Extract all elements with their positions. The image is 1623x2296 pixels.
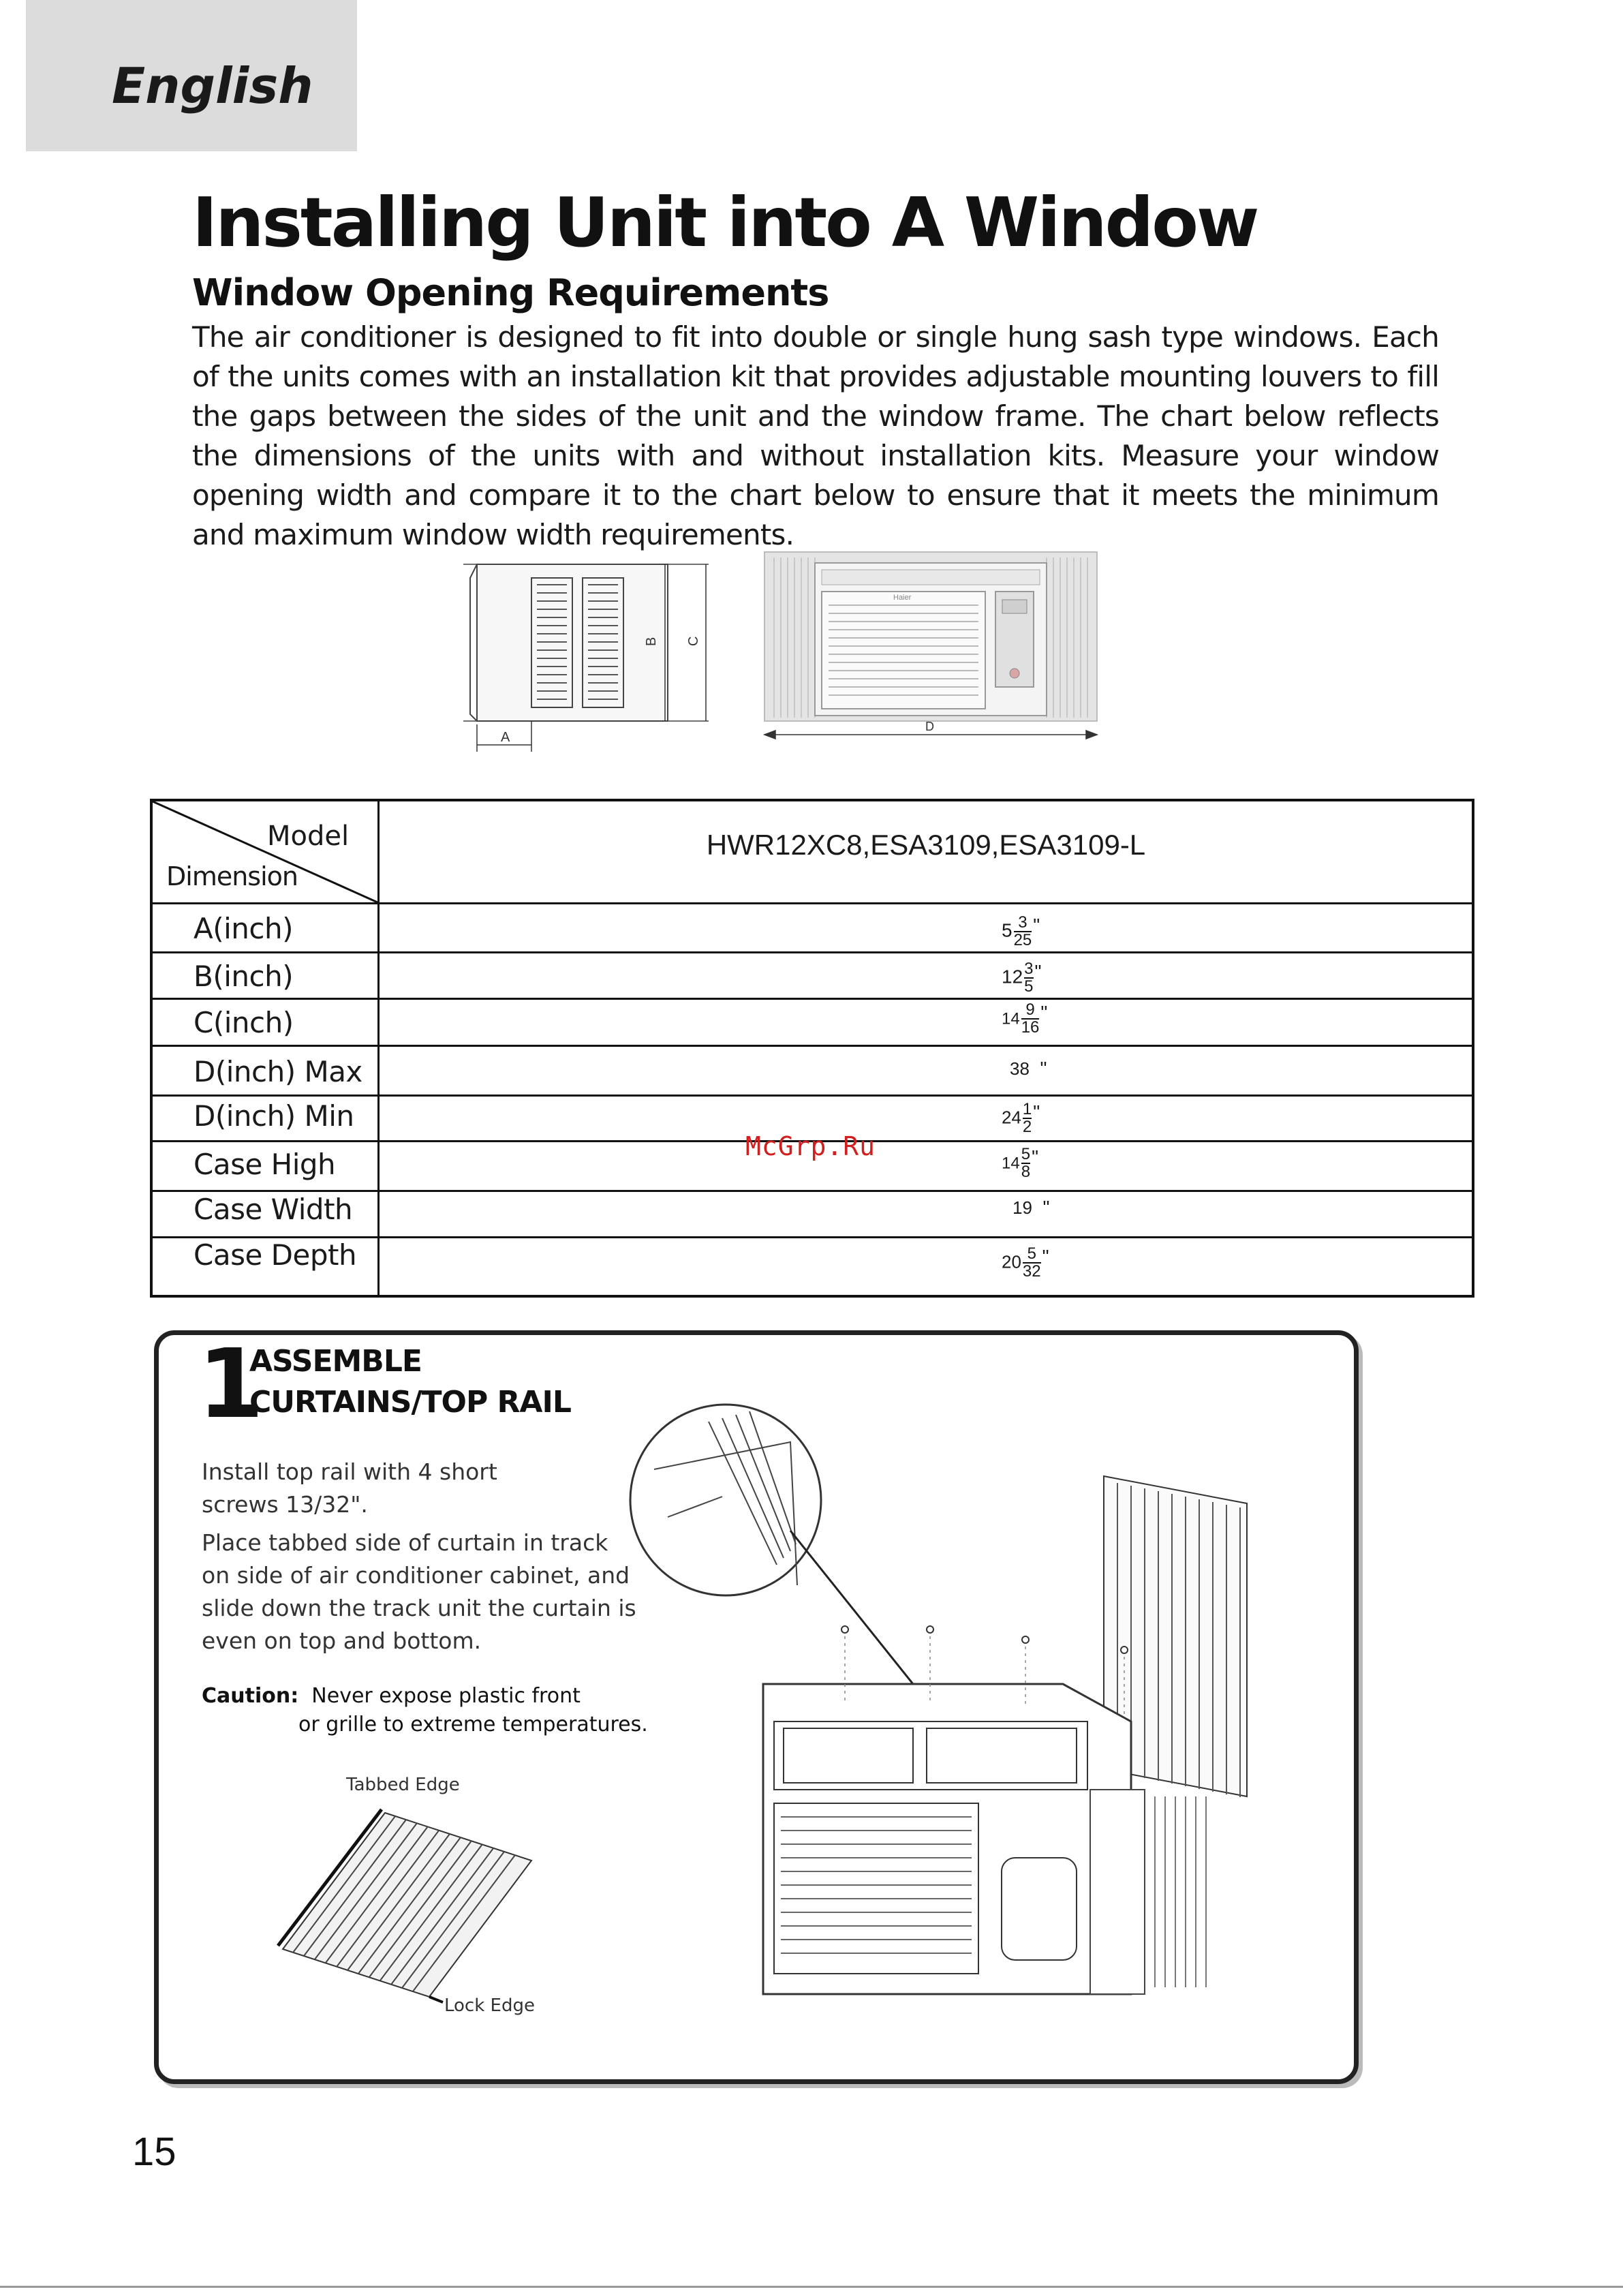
inch-mark: " bbox=[1033, 1101, 1040, 1122]
row-label-c: C(inch) bbox=[194, 1006, 294, 1039]
instruction-curtain bbox=[202, 1527, 636, 1657]
inch-mark: " bbox=[1040, 1058, 1047, 1079]
row-label-b: B(inch) bbox=[194, 960, 294, 993]
model-names: HWR12XC8,ESA3109,ESA3109-L bbox=[706, 829, 1146, 861]
row-value-d-min bbox=[1002, 1101, 1040, 1135]
curtain-panel-illustration bbox=[273, 1799, 545, 2004]
instruction-line: on side of air conditioner cabinet, and bbox=[202, 1562, 630, 1589]
row-label-case-depth: Case Depth bbox=[194, 1238, 357, 1272]
instruction-line: even on top and bottom. bbox=[202, 1627, 482, 1654]
instruction-line: slide down the track unit the curtain is bbox=[202, 1595, 636, 1621]
value-fraction: $\frac{5}{8}$ bbox=[1021, 1145, 1031, 1181]
row-label-case-high: Case High bbox=[194, 1148, 336, 1181]
language-label: English bbox=[112, 57, 313, 114]
value-whole: 38 bbox=[1010, 1058, 1030, 1079]
watermark: McGrp.Ru bbox=[745, 1131, 876, 1161]
row-label-case-width: Case Width bbox=[194, 1193, 353, 1226]
inch-mark: " bbox=[1040, 1002, 1048, 1023]
caution-label: Caution: bbox=[202, 1684, 299, 1708]
row-label-d-max: D(inch) Max bbox=[194, 1055, 362, 1088]
header-dimension: Dimension bbox=[166, 861, 298, 891]
value-whole: 20 bbox=[1002, 1251, 1021, 1272]
value-whole: 24 bbox=[1002, 1107, 1021, 1128]
row-value-case-high bbox=[1002, 1146, 1038, 1180]
brand-label: Haier bbox=[893, 594, 912, 602]
front-view-diagram bbox=[760, 551, 1101, 755]
tabbed-edge-caption: Tabbed Edge bbox=[346, 1775, 460, 1795]
row-value-case-width bbox=[1013, 1197, 1049, 1219]
footer-divider bbox=[0, 2286, 1623, 2288]
inch-mark: " bbox=[1042, 1197, 1050, 1218]
step-title bbox=[249, 1341, 571, 1423]
value-fraction: $\frac{5}{32}$ bbox=[1022, 1244, 1041, 1281]
dim-label-a: A bbox=[501, 730, 510, 745]
lock-edge-caption: Lock Edge bbox=[444, 1995, 535, 2016]
table-divider bbox=[377, 801, 380, 1295]
side-view-diagram bbox=[463, 551, 736, 755]
row-label-a: A(inch) bbox=[194, 912, 294, 945]
value-fraction: $\frac{1}{2}$ bbox=[1022, 1100, 1032, 1136]
instruction-line: Place tabbed side of curtain in track bbox=[202, 1529, 608, 1556]
page-title: Installing Unit into A Window bbox=[192, 183, 1258, 262]
instruction-line: screws 13/32". bbox=[202, 1491, 368, 1518]
value-whole: 14 bbox=[1002, 1154, 1020, 1173]
value-fraction: $\frac{9}{16}$ bbox=[1021, 1000, 1040, 1037]
row-value-case-depth bbox=[1002, 1246, 1049, 1280]
instruction-line: Install top rail with 4 short bbox=[202, 1458, 497, 1485]
row-label-d-min: D(inch) Min bbox=[194, 1099, 354, 1133]
header-model: Model bbox=[267, 821, 350, 852]
caution-line: Never expose plastic front bbox=[311, 1684, 581, 1708]
step-number: 1 bbox=[198, 1329, 264, 1440]
inch-mark: " bbox=[1032, 1146, 1039, 1167]
row-value-b bbox=[1002, 961, 1041, 995]
section-title: Window Opening Requirements bbox=[192, 271, 829, 314]
value-fraction: $\frac{3}{5}$ bbox=[1024, 960, 1034, 996]
value-whole: 14 bbox=[1002, 1009, 1020, 1028]
row-value-a bbox=[1002, 915, 1040, 949]
inch-mark: " bbox=[1042, 1246, 1049, 1267]
dim-label-d: D bbox=[925, 720, 934, 733]
intro-paragraph: The air conditioner is designed to fit into double or single hung sash type windows. Each of the units comes with an installation kit that provides adjustable mounting louvers to fill the gaps between the sides of the unit and the window frame. The chart below reflects the dimensions of the units with and without installation kits. Measure your window opening width and compare it to the chart below to ensure that it meets the minimum and maximum window width requirements. bbox=[192, 320, 1439, 551]
step-title-line1: ASSEMBLE bbox=[249, 1344, 422, 1379]
value-whole: 12 bbox=[1002, 966, 1023, 988]
caution-line: or grille to extreme temperatures. bbox=[298, 1713, 648, 1736]
language-tab bbox=[26, 0, 357, 151]
dimension-table bbox=[150, 799, 1474, 1298]
inch-mark: " bbox=[1034, 961, 1042, 982]
instruction-top-rail bbox=[202, 1456, 497, 1521]
value-whole: 19 bbox=[1013, 1197, 1032, 1218]
ac-unit-with-curtain-illustration bbox=[627, 1381, 1281, 2028]
value-fraction: $\frac{3}{25}$ bbox=[1013, 913, 1032, 949]
dim-label-b: B bbox=[644, 637, 659, 646]
row-value-d-max bbox=[1010, 1058, 1047, 1080]
step-title-line2: CURTAINS/TOP RAIL bbox=[249, 1385, 571, 1420]
value-whole: 5 bbox=[1002, 919, 1013, 941]
row-value-c bbox=[1002, 1002, 1047, 1036]
inch-mark: " bbox=[1033, 915, 1040, 936]
dim-label-c: C bbox=[686, 636, 701, 646]
page-number: 15 bbox=[132, 2130, 176, 2174]
